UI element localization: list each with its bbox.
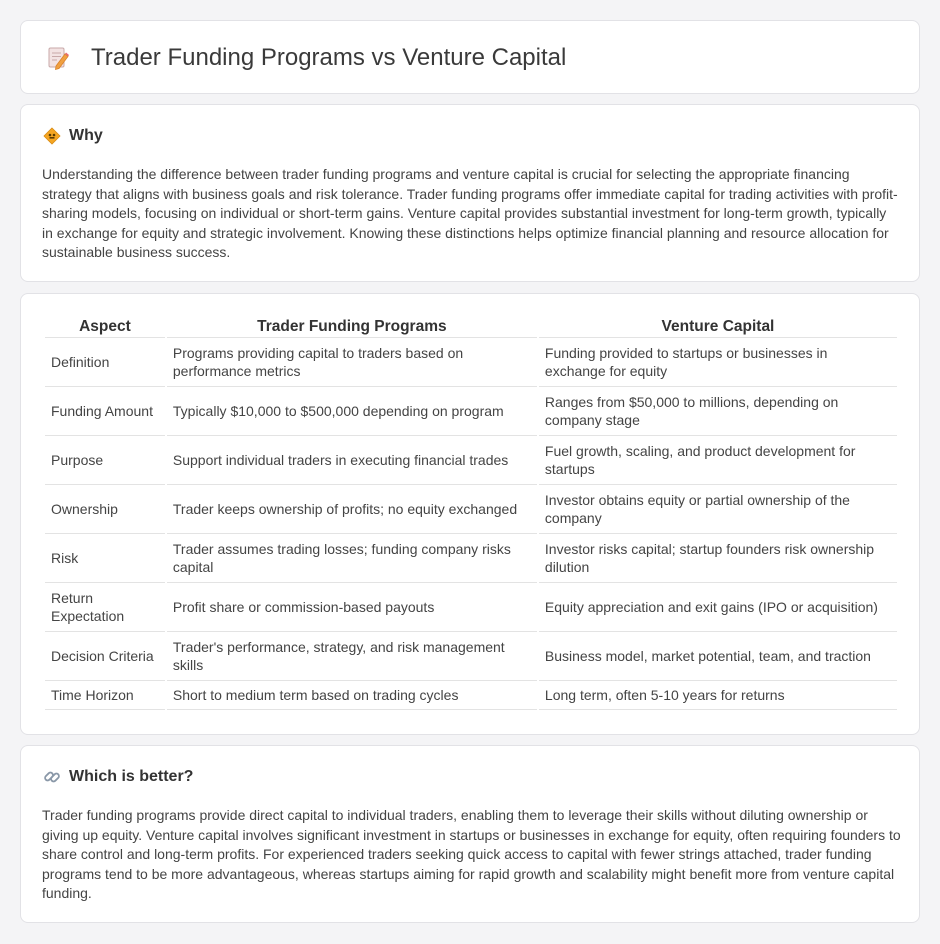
why-body: Understanding the difference between trader funding programs and venture capital is crucial for selecting the appropriate financing strategy that aligns with business goals and risk tolerance. Trader funding programs offer immediate capital for trading activities with profit-sharing models, focusing on individual or short-term gains. Venture capital provides substantial investment for long-term growth, typically in exchange for equity and strategic involvement. Knowing these distinctions helps optimize financial planning and resource allocation for sustainable business success. <box>42 166 898 261</box>
row-trader-funding: Trader assumes trading losses; funding company risks capital <box>167 534 537 583</box>
notepad-pencil-icon <box>45 45 71 71</box>
row-venture-capital: Long term, often 5-10 years for returns <box>539 681 897 710</box>
row-trader-funding: Profit share or commission-based payouts <box>167 583 537 632</box>
table-row <box>45 387 897 436</box>
better-title: Which is better? <box>69 768 194 785</box>
row-trader-funding: Trader keeps ownership of profits; no equity exchanged <box>167 485 537 534</box>
row-aspect: Funding Amount <box>45 387 165 436</box>
row-venture-capital: Fuel growth, scaling, and product development for startups <box>539 436 897 485</box>
row-aspect: Time Horizon <box>45 681 165 710</box>
row-aspect: Definition <box>45 338 165 387</box>
why-title: Why <box>69 127 103 144</box>
table-row <box>45 338 897 387</box>
row-venture-capital: Investor obtains equity or partial ownership of the company <box>539 485 897 534</box>
row-aspect: Risk <box>45 534 165 583</box>
table-row <box>45 632 897 681</box>
link-icon <box>43 768 61 786</box>
header-venture-capital: Venture Capital <box>539 316 897 338</box>
table-row <box>45 681 897 710</box>
which-is-better-section <box>20 745 920 923</box>
table-row <box>45 485 897 534</box>
row-trader-funding: Short to medium term based on trading cycles <box>167 681 537 710</box>
why-heading <box>43 127 103 145</box>
comparison-table <box>43 316 899 710</box>
table-row <box>45 583 897 632</box>
comparison-table-card <box>20 293 920 735</box>
row-aspect: Decision Criteria <box>45 632 165 681</box>
page-title: Trader Funding Programs vs Venture Capital <box>91 44 567 71</box>
row-aspect: Ownership <box>45 485 165 534</box>
row-venture-capital: Equity appreciation and exit gains (IPO or acquisition) <box>539 583 897 632</box>
row-trader-funding: Support individual traders in executing financial trades <box>167 436 537 485</box>
why-section <box>20 104 920 282</box>
better-body: Trader funding programs provide direct capital to individual traders, enabling them to leverage their skills without diluting ownership or giving up equity. Venture capital involves significant investment in startups or businesses in exchange for equity, often requiring founders to share control and long-term profits. For experienced traders seeking quick access to capital with fewer strings attached, trader funding programs tend to be more advantageous, whereas startups aiming for rapid growth and scalability might benefit more from venture capital funding. <box>42 807 901 902</box>
row-trader-funding: Programs providing capital to traders based on performance metrics <box>167 338 537 387</box>
header-trader-funding: Trader Funding Programs <box>167 316 537 338</box>
row-venture-capital: Investor risks capital; startup founders risk ownership dilution <box>539 534 897 583</box>
row-venture-capital: Funding provided to startups or businesses in exchange for equity <box>539 338 897 387</box>
row-venture-capital: Business model, market potential, team, and traction <box>539 632 897 681</box>
row-venture-capital: Ranges from $50,000 to millions, depending on company stage <box>539 387 897 436</box>
table-header-row <box>45 316 897 338</box>
row-aspect: Return Expectation <box>45 583 165 632</box>
table-row <box>45 534 897 583</box>
title-card <box>20 20 920 94</box>
diamond-sign-icon <box>43 127 61 145</box>
title-row <box>45 21 566 95</box>
row-trader-funding: Typically $10,000 to $500,000 depending on program <box>167 387 537 436</box>
row-aspect: Purpose <box>45 436 165 485</box>
table-row <box>45 436 897 485</box>
better-heading <box>43 768 193 786</box>
row-trader-funding: Trader's performance, strategy, and risk management skills <box>167 632 537 681</box>
header-aspect: Aspect <box>45 316 165 338</box>
